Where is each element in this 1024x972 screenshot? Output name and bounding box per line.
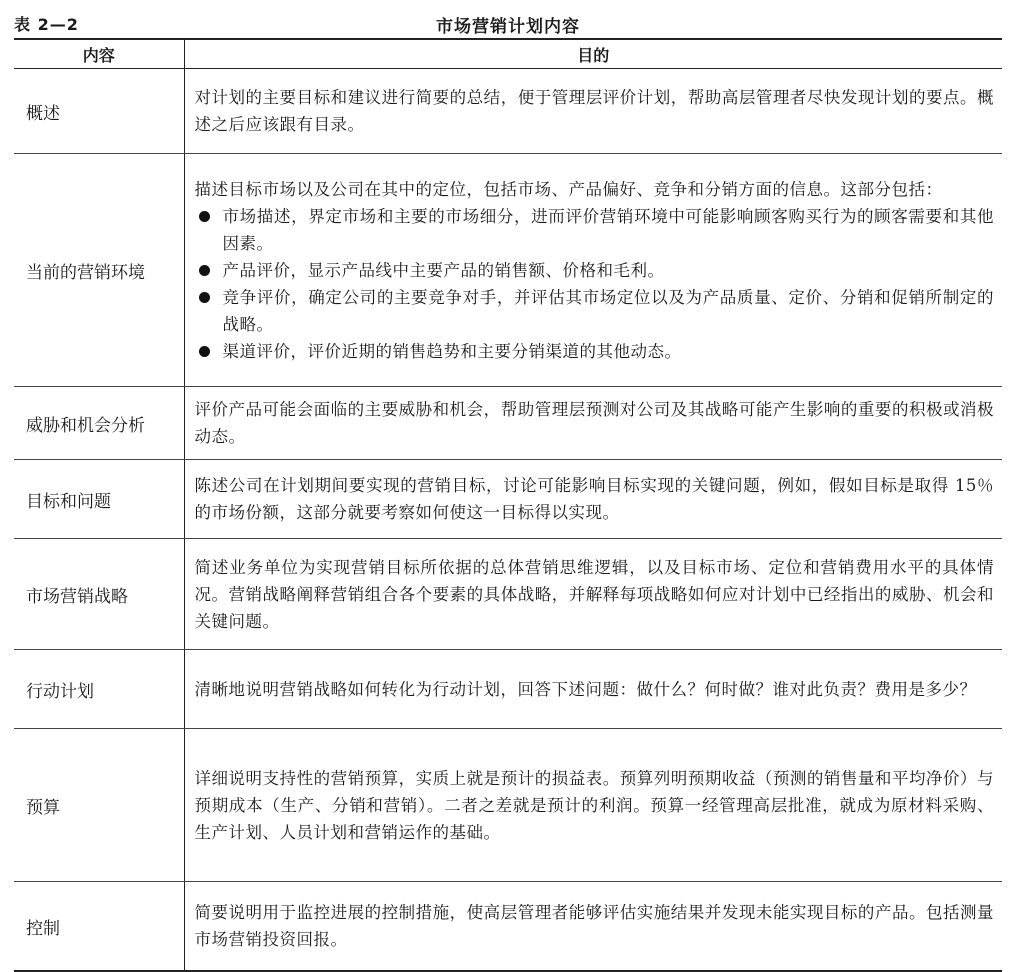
purpose-text: 简述业务单位为实现营销目标所依据的总体营销思维逻辑，以及目标市场、定位和营销费用水平的具体情况。营销战略阐释营销组合各个要素的具体战略，并解释每项战略如何应对计划中已经指出的威胁、机会和关键问题。 <box>194 557 994 631</box>
bullet-item <box>195 338 995 365</box>
row-item: 概述 <box>14 69 184 154</box>
purpose-text: 陈述公司在计划期间要实现的营销目标，讨论可能影响目标实现的关键问题，例如，假如目标是取得 15％的市场份额，这部分就要考察如何使这一目标得以实现。 <box>194 476 994 522</box>
bullet-icon <box>199 292 210 303</box>
bullet-list <box>195 203 995 365</box>
row-purpose <box>184 539 1002 650</box>
bullet-text: 市场描述，界定市场和主要的市场细分，进而评价营销环境中可能影响顾客购买行为的顾客需要和其他因素。 <box>222 206 994 253</box>
table-row <box>14 650 1002 729</box>
row-item: 目标和问题 <box>14 460 184 539</box>
bullet-text: 竞争评价，确定公司的主要竞争对手，并评估其市场定位以及为产品质量、定价、分销和促销所制定的战略。 <box>222 287 994 334</box>
purpose-text: 对计划的主要目标和建议进行简要的总结，便于管理层评价计划，帮助高层管理者尽快发现计划的要点。概述之后应该跟有目录。 <box>194 88 994 134</box>
bullet-text: 渠道评价，评价近期的销售趋势和主要分销渠道的其他动态。 <box>222 341 682 361</box>
document-page <box>14 8 1002 972</box>
table-row <box>14 539 1002 650</box>
bullet-item <box>195 284 995 338</box>
bullet-item <box>195 257 995 284</box>
bullet-icon <box>199 265 210 276</box>
table-row <box>14 154 1002 387</box>
row-item: 预算 <box>14 729 184 882</box>
table-row <box>14 460 1002 539</box>
bullet-item <box>195 203 995 257</box>
header-content: 内容 <box>14 39 184 69</box>
row-purpose <box>184 154 1002 387</box>
row-purpose <box>184 69 1002 154</box>
row-item: 行动计划 <box>14 650 184 729</box>
row-purpose <box>184 650 1002 729</box>
bullet-text: 产品评价，显示产品线中主要产品的销售额、价格和毛利。 <box>222 260 665 280</box>
purpose-text: 评价产品可能会面临的主要威胁和机会，帮助管理层预测对公司及其战略可能产生影响的重要的积极或消极动态。 <box>194 400 994 446</box>
row-purpose <box>184 460 1002 539</box>
row-purpose <box>184 729 1002 882</box>
table-row <box>14 69 1002 154</box>
table-row <box>14 729 1002 882</box>
table-row <box>14 387 1002 460</box>
marketing-plan-table <box>14 38 1002 972</box>
table-caption <box>14 8 1002 38</box>
purpose-text: 清晰地说明营销战略如何转化为行动计划，回答下述问题：做什么？何时做？谁对此负责？费用是多少？ <box>194 679 977 699</box>
row-item: 市场营销战略 <box>14 539 184 650</box>
header-purpose: 目的 <box>184 39 1002 69</box>
purpose-text: 描述目标市场以及公司在其中的定位，包括市场、产品偏好、竞争和分销方面的信息。这部分包括： <box>194 179 943 199</box>
bullet-icon <box>199 211 210 222</box>
row-purpose <box>184 387 1002 460</box>
row-purpose <box>184 882 1002 972</box>
row-item: 当前的营销环境 <box>14 154 184 387</box>
row-item: 威胁和机会分析 <box>14 387 184 460</box>
purpose-text: 详细说明支持性的营销预算，实质上就是预计的损益表。预算列明预期收益（预测的销售量和平均净价）与预期成本（生产、分销和营销）。二者之差就是预计的利润。预算一经管理高层批准，就成为原材料采购、生产计划、人员计划和营销运作的基础。 <box>194 768 994 842</box>
purpose-text: 简要说明用于监控进展的控制措施，使高层管理者能够评估实施结果并发现未能实现目标的产品。包括测量市场营销投资回报。 <box>194 903 994 949</box>
table-title: 市场营销计划内容 <box>436 17 580 37</box>
bullet-icon <box>199 346 210 357</box>
table-header-row <box>14 39 1002 69</box>
table-row <box>14 882 1002 972</box>
row-item: 控制 <box>14 882 184 972</box>
table-number: 表 2—2 <box>14 15 79 34</box>
